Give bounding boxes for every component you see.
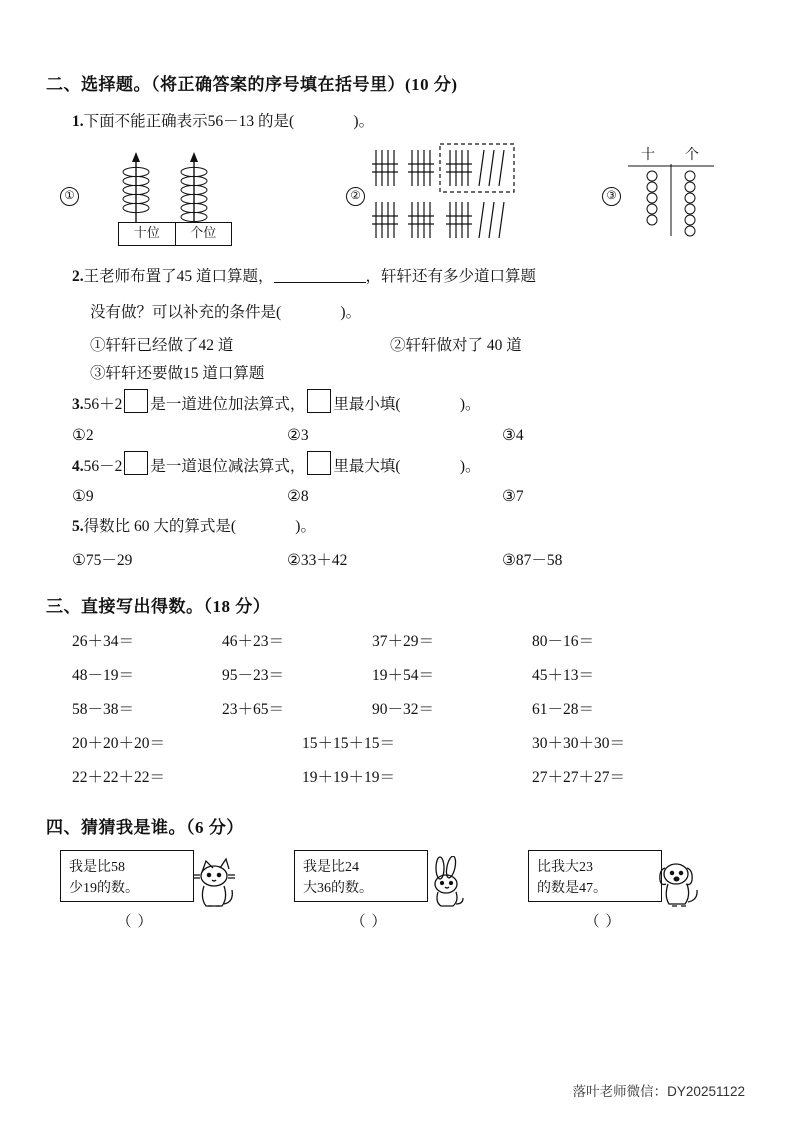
- question-3-tail: )。: [459, 396, 481, 414]
- guess-bubble-3: [528, 850, 662, 902]
- question-5-option-2[interactable]: ②33＋42: [287, 551, 348, 569]
- guess-bubble-2: [294, 850, 428, 902]
- question-2-stem-b: ，轩轩还有多少道口算题: [365, 268, 537, 286]
- guess-card-2: [294, 850, 494, 931]
- calc-item[interactable]: 30＋30＋30＝: [532, 734, 626, 752]
- question-4-options: [46, 487, 746, 506]
- guess-answer-1[interactable]: （ ）: [116, 913, 154, 930]
- question-2-line-1: [46, 262, 746, 291]
- section-four: [46, 813, 746, 931]
- question-1-stem: 下面不能正确表示56－13 的是(: [83, 113, 295, 130]
- question-4-tail: )。: [459, 457, 481, 475]
- bundle-sticks-icon: [366, 142, 556, 252]
- question-2-options-row-2: [46, 361, 746, 383]
- question-2-option-1[interactable]: ①轩轩已经做了42 道: [90, 337, 234, 355]
- abacus-ones-label: 个位: [190, 225, 217, 241]
- question-4-box-2[interactable]: [307, 451, 331, 475]
- dog-icon: [650, 856, 710, 915]
- calc-item[interactable]: 19＋54＝: [372, 666, 435, 684]
- calc-item[interactable]: 15＋15＋15＝: [302, 734, 396, 752]
- question-2-line-2: [46, 298, 746, 327]
- question-4-box-1[interactable]: [124, 451, 148, 475]
- section-four-title: 四、猜猜我是谁。（6 分）: [46, 817, 244, 837]
- question-3-option-3[interactable]: ③4: [502, 426, 524, 444]
- calc-item[interactable]: 46＋23＝: [222, 632, 285, 650]
- question-4-stem-c: 里最大填(: [333, 457, 401, 475]
- question-2-number: 2.: [72, 268, 84, 286]
- question-3-stem-b: 是一道进位加法算式，: [150, 396, 306, 414]
- question-5-stem: 得数比 60 大的算式是(: [83, 518, 237, 536]
- footer-watermark: 落叶老师微信：DY20251122: [572, 1084, 745, 1099]
- question-3-option-2[interactable]: ②3: [287, 426, 309, 444]
- question-3-options: [46, 426, 746, 445]
- question-2-options-row-1: [46, 333, 746, 355]
- calc-item[interactable]: 90－32＝: [372, 700, 435, 718]
- calc-item[interactable]: 26＋34＝: [72, 632, 135, 650]
- question-3-box-1[interactable]: [124, 389, 148, 413]
- section-two: [46, 70, 746, 570]
- calc-item[interactable]: 58－38＝: [72, 700, 135, 718]
- place-value-chart-icon: [626, 164, 726, 244]
- guess-card-1: [60, 850, 260, 931]
- question-4-option-3[interactable]: ③7: [502, 488, 524, 506]
- calc-item[interactable]: 48－19＝: [72, 666, 135, 684]
- question-3-expr: 56＋2: [83, 396, 123, 414]
- question-2-blank[interactable]: [274, 267, 366, 284]
- calc-item[interactable]: 27＋27＋27＝: [532, 768, 626, 786]
- calc-item[interactable]: 95－23＝: [222, 666, 285, 684]
- calc-item[interactable]: 37＋29＝: [372, 632, 435, 650]
- question-4-number: 4.: [72, 457, 84, 475]
- question-3-stem-c: 里最小填(: [333, 396, 401, 414]
- abacus-figure: [74, 150, 264, 250]
- question-5-tail: )。: [295, 518, 316, 536]
- guess-answer-2[interactable]: （ ）: [350, 913, 388, 930]
- section-three: [46, 592, 746, 787]
- section-two-title: 二、选择题。（将正确答案的序号填在括号里）(10 分): [46, 75, 458, 94]
- cat-icon: [186, 856, 242, 915]
- calc-item[interactable]: 61－28＝: [532, 700, 595, 718]
- place-tens-label: 十: [641, 148, 655, 164]
- question-4-text: [46, 451, 746, 481]
- abacus-tens-label: 十位: [119, 223, 176, 245]
- guess-bubble-3-line-2: 的数是47。: [537, 881, 607, 897]
- question-3-number: 3.: [72, 396, 84, 414]
- bundles-figure: [366, 142, 546, 252]
- guess-bubble-2-line-1: 我是比24: [303, 859, 359, 875]
- guess-bubble-3-line-1: 比我大23: [537, 859, 593, 875]
- question-2-option-2[interactable]: ②轩轩做对了 40 道: [390, 337, 522, 355]
- arithmetic-grid-three-term: [46, 731, 746, 787]
- calc-item[interactable]: 22＋22＋22＝: [72, 768, 166, 786]
- figure-1-marker: ①: [60, 187, 79, 206]
- question-1-tail: )。: [353, 113, 375, 130]
- figure-3-marker: ③: [602, 187, 621, 206]
- arithmetic-grid-two-term: [46, 629, 746, 719]
- abacus-place-labels: [118, 222, 232, 246]
- place-ones-label: 个: [685, 148, 699, 164]
- question-5-number: 5.: [72, 518, 84, 536]
- question-4-stem-b: 是一道退位减法算式，: [150, 457, 306, 475]
- calc-item[interactable]: 23＋65＝: [222, 700, 285, 718]
- guess-bubble-2-line-2: 大36的数。: [303, 881, 373, 897]
- section-three-title: 三、直接写出得数。（18 分）: [46, 596, 271, 616]
- calc-item[interactable]: 80－16＝: [532, 632, 595, 650]
- calc-item[interactable]: 19＋19＋19＝: [302, 768, 396, 786]
- guess-bubble-1-line-2: 少19的数。: [69, 881, 139, 897]
- question-3-option-1[interactable]: ①2: [72, 426, 94, 444]
- question-4-option-1[interactable]: ①9: [72, 488, 94, 506]
- question-4-option-2[interactable]: ②8: [287, 488, 309, 506]
- question-5-option-1[interactable]: ①75－29: [72, 551, 133, 569]
- question-5-text: [46, 512, 746, 541]
- question-4-expr: 56－2: [83, 457, 123, 475]
- question-5-options: [46, 548, 746, 570]
- question-2-option-3[interactable]: ③轩轩还要做15 道口算题: [90, 365, 265, 383]
- guess-cards-row: [46, 850, 746, 931]
- guess-bubble-1: [60, 850, 194, 902]
- rabbit-icon: [420, 856, 476, 915]
- question-2-tail: )。: [340, 303, 362, 321]
- question-3-text: [46, 389, 746, 419]
- figure-2-marker: ②: [346, 187, 365, 206]
- place-value-figure: [626, 144, 736, 252]
- question-3-box-2[interactable]: [307, 389, 331, 413]
- question-2-stem-a: 王老师布置了45 道口算题，: [83, 268, 274, 286]
- calc-item[interactable]: 20＋20＋20＝: [72, 734, 166, 752]
- guess-card-3: [528, 850, 728, 931]
- question-1-text: [46, 107, 746, 136]
- question-1-figures: [46, 142, 746, 254]
- question-5-option-3[interactable]: ③87－58: [502, 551, 563, 569]
- question-1-number: 1.: [72, 113, 84, 130]
- guess-bubble-1-line-1: 我是比58: [69, 859, 125, 875]
- guess-answer-3[interactable]: （ ）: [584, 913, 622, 930]
- calc-item[interactable]: 45＋13＝: [532, 666, 595, 684]
- question-2-stem-c: 没有做？可以补充的条件是(: [90, 303, 282, 321]
